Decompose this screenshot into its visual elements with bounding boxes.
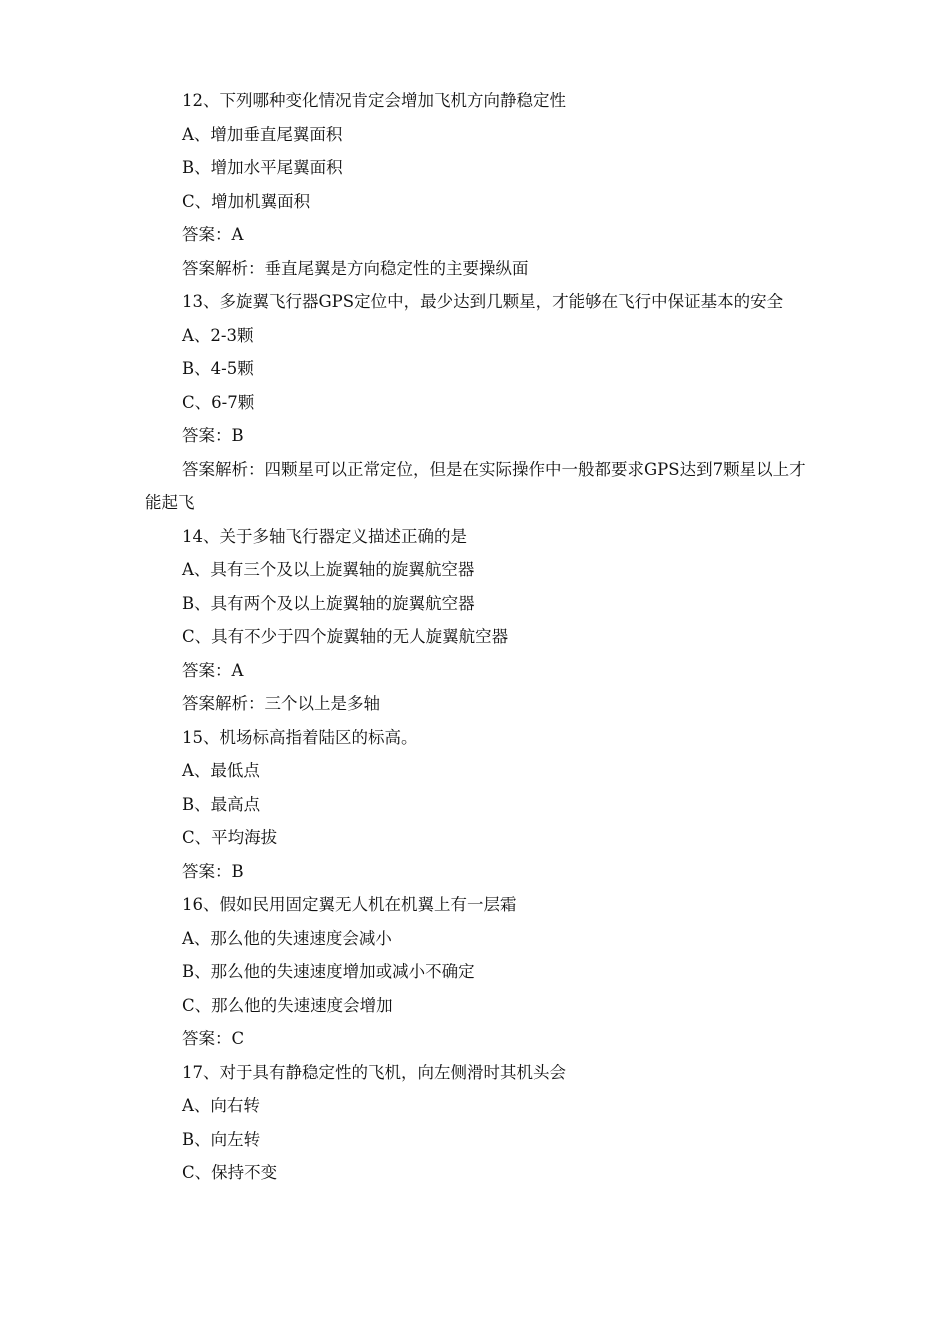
explanation-14: 答案解析：三个以上是多轴 [182, 694, 380, 713]
option-b-13: B、4-5颗 [182, 359, 254, 378]
question-list [145, 84, 815, 1190]
question-stem-15: 15、机场标高指着陆区的标高。 [182, 727, 418, 747]
option-c-12: C、增加机翼面积 [182, 191, 311, 211]
answer-16: 答案：C [182, 1029, 245, 1048]
question-stem-17: 17、对于具有静稳定性的飞机，向左侧滑时其机头会 [182, 1062, 566, 1082]
explanation-13: 答案解析：四颗星可以正常定位，但是在实际操作中一般都要求GPS达到7颗星以上才能起飞 [145, 459, 806, 512]
option-a-14: A、具有三个及以上旋翼轴的旋翼航空器 [182, 560, 475, 579]
option-c-14: C、具有不少于四个旋翼轴的无人旋翼航空器 [182, 627, 509, 646]
option-c-15: C、平均海拔 [182, 828, 278, 847]
answer-12: 答案：A [182, 225, 244, 244]
option-a-15: A、最低点 [182, 761, 260, 780]
answer-14: 答案：A [182, 660, 244, 680]
explanation-12: 答案解析：垂直尾翼是方向稳定性的主要操纵面 [182, 258, 529, 278]
option-c-13: C、6-7颗 [182, 392, 255, 412]
option-b-14: B、具有两个及以上旋翼轴的旋翼航空器 [182, 593, 475, 613]
option-b-17: B、向左转 [182, 1129, 261, 1149]
question-stem-12: 12、下列哪种变化情况肯定会增加飞机方向静稳定性 [182, 91, 566, 110]
option-b-16: B、那么他的失速速度增加或减小不确定 [182, 962, 475, 981]
question-stem-16: 16、假如民用固定翼无人机在机翼上有一层霜 [182, 895, 517, 914]
option-a-12: A、增加垂直尾翼面积 [182, 124, 343, 144]
question-stem-13: 13、多旋翼飞行器GPS定位中，最少达到几颗星，才能够在飞行中保证基本的安全 [182, 292, 784, 311]
option-b-15: B、最高点 [182, 794, 261, 814]
option-a-13: A、2-3颗 [182, 325, 254, 345]
question-stem-14: 14、关于多轴飞行器定义描述正确的是 [182, 526, 467, 546]
answer-15: 答案：B [182, 861, 244, 881]
option-a-17: A、向右转 [182, 1096, 260, 1115]
option-c-16: C、那么他的失速速度会增加 [182, 995, 393, 1015]
option-a-16: A、那么他的失速速度会减小 [182, 928, 392, 948]
answer-13: 答案：B [182, 426, 244, 445]
option-c-17: C、保持不变 [182, 1163, 278, 1182]
option-b-12: B、增加水平尾翼面积 [182, 158, 343, 177]
